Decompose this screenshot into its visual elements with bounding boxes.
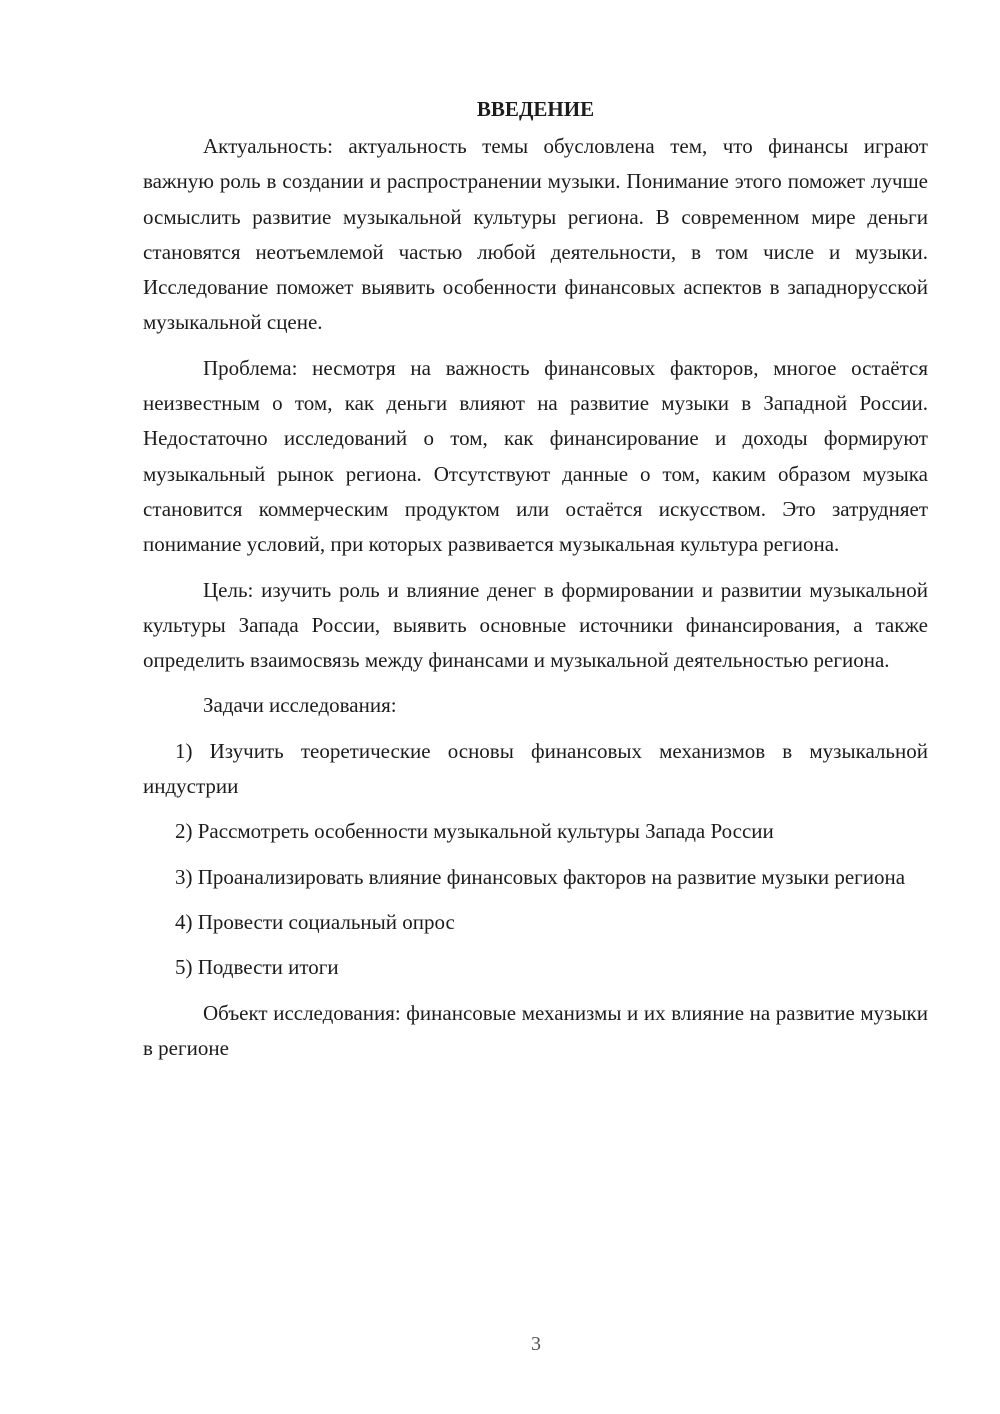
page-number: 3: [531, 1333, 541, 1355]
problem-paragraph: Проблема: несмотря на важность финансовых факторов, многое остаётся неизвестным о том, как деньги влияют на развитие музыки в Западной России. Недостаточно исследований о том, как финансирование и доходы формируют музыкальный рынок региона. Отсутствуют данные о том, каким образом музыка становится коммерческим продуктом или остаётся искусством. Это затрудняет понимание условий, при которых развивается музыкальная культура региона.: [143, 355, 928, 557]
task-item-5: 5) Подвести итоги: [175, 955, 339, 980]
tasks-heading: Задачи исследования:: [203, 693, 397, 718]
task-item-2: 2) Рассмотреть особенности музыкальной культуры Запада России: [175, 819, 774, 844]
task-item-1: 1) Изучить теоретические основы финансовых механизмов в музыкальной индустрии: [143, 738, 928, 799]
relevance-paragraph: Актуальность: актуальность темы обусловлена тем, что финансы играют важную роль в создании и распространении музыки. Понимание этого поможет лучше осмыслить развитие музыкальной культуры региона. В современном мире деньги становятся неотъемлемой частью любой деятельности, в том числе и музыки. Исследование поможет выявить особенности финансовых аспектов в западнорусской музыкальной сцене.: [143, 134, 928, 335]
section-title: ВВЕДЕНИЕ: [476, 97, 595, 121]
task-item-3: 3) Проанализировать влияние финансовых факторов на развитие музыки региона: [175, 864, 906, 889]
document-body: [143, 92, 928, 1076]
object-paragraph: Объект исследования: финансовые механизмы и их влияние на развитие музыки в регионе: [143, 1000, 928, 1060]
goal-paragraph: Цель: изучить роль и влияние денег в формировании и развитии музыкальной культуры Запада России, выявить основные источники финансирования, а также определить взаимосвязь между финансами и музыкальной деятельностью региона.: [143, 577, 928, 673]
task-item-4: 4) Провести социальный опрос: [175, 909, 455, 934]
